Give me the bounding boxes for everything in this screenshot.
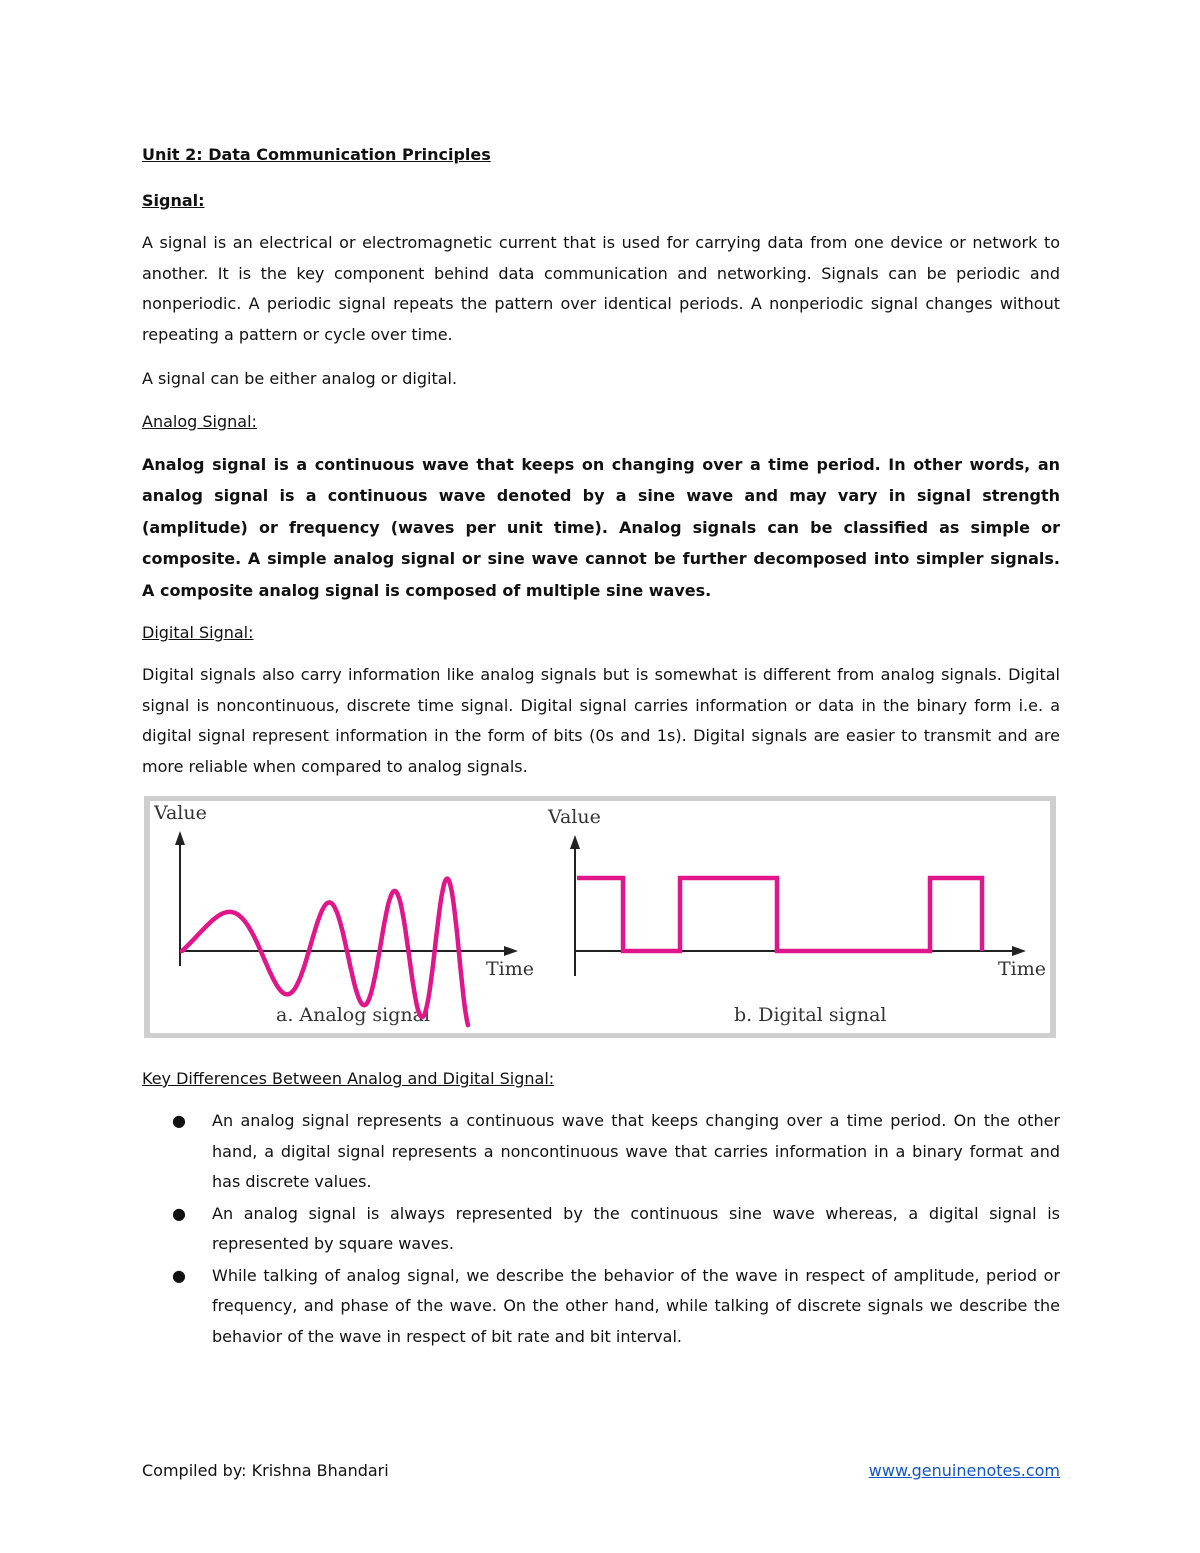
signal-diagram <box>150 801 1050 1033</box>
analog-x-label: Time <box>486 958 535 980</box>
document-page <box>142 140 1060 1353</box>
analog-x-arrow <box>504 946 518 956</box>
digital-signal-paragraph: Digital signals also carry information like analog signals but is somewhat is different from analog signals. Digital signal is noncontinuous, discrete time signal. Digital signal carries information or data in the binary form i.e. a digital signal represent information in the form of bits (0s and 1s). Digital signals are easier to transmit and are more reliable when compared to analog signals. <box>142 665 1060 776</box>
website-link[interactable]: www.genuinenotes.com <box>868 1461 1060 1480</box>
digital-x-label: Time <box>998 958 1047 980</box>
bullet-icon: ● <box>172 1111 186 1130</box>
signal-heading: Signal: <box>142 191 205 210</box>
analog-caption: a. Analog signal <box>276 1004 431 1026</box>
digital-y-arrow <box>570 835 580 849</box>
bullet-icon: ● <box>172 1265 186 1285</box>
digital-wave <box>577 878 982 951</box>
analog-signal-heading: Analog Signal: <box>142 411 257 431</box>
list-item <box>142 1261 1060 1353</box>
differences-heading: Key Differences Between Analog and Digital Signal: <box>142 1069 555 1088</box>
list-item-text: While talking of analog signal, we describe the behavior of the wave in respect of amplitude, period or frequency, and phase of the wave. On the other hand, while talking of discrete signals we describe the behavior of the wave in respect of bit rate and bit interval. <box>212 1265 1060 1346</box>
list-item-text: An analog signal represents a continuous wave that keeps changing over a time period. On the other hand, a digital signal represents a noncontinuous wave that carries information in a binary format and has discrete values. <box>212 1111 1060 1191</box>
digital-signal-heading: Digital Signal: <box>142 623 254 642</box>
digital-caption: b. Digital signal <box>734 1004 887 1026</box>
compiled-by-text: Compiled by: Krishna Bhandari <box>142 1461 389 1480</box>
list-item-text: An analog signal is always represented by the continuous sine wave whereas, a digital signal is represented by square waves. <box>212 1203 1060 1253</box>
signal-figure-canvas <box>150 801 1050 1033</box>
list-item <box>142 1106 1060 1198</box>
bullet-icon: ● <box>172 1203 186 1223</box>
signal-types-paragraph: A signal can be either analog or digital. <box>142 369 458 388</box>
analog-y-arrow <box>175 831 185 845</box>
analog-signal-paragraph: Analog signal is a continuous wave that keeps on changing over a time period. In other words, an analog signal is a continuous wave denoted by a sine wave and may vary in signal strength (amplitude) or frequency (waves per unit time). Analog signals can be classified as simple or composite. A simple analog signal or sine wave cannot be further decomposed into simpler signals. A composite analog signal is composed of multiple sine waves. <box>142 454 1060 600</box>
digital-y-label: Value <box>548 806 601 828</box>
analog-y-label: Value <box>154 802 207 824</box>
list-item <box>142 1199 1060 1260</box>
signal-paragraph: A signal is an electrical or electromagnetic current that is used for carrying data from one device or network to another. It is the key component behind data communication and networking. Signals can be periodic and nonperiodic. A periodic signal repeats the pattern over identical periods. A nonperiodic signal changes without repeating a pattern or cycle over time. <box>142 233 1060 344</box>
differences-list <box>142 1106 1060 1352</box>
signal-figure <box>144 796 1056 1038</box>
page-title: Unit 2: Data Communication Principles <box>142 145 491 164</box>
digital-x-arrow <box>1012 946 1026 956</box>
